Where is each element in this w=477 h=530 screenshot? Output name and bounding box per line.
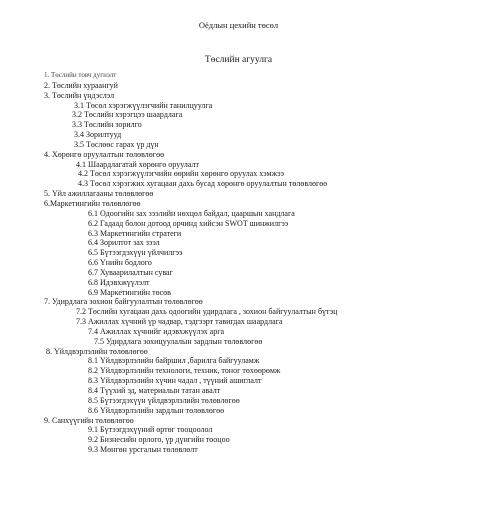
toc-entry: 7.2 Төслийн хугацаан дахь одоогийн удирдлага , зохион байгуулалтын бүтэц: [76, 307, 338, 317]
toc-entry: 8. Үйлдвэрлэлийн төлөвлөгөө: [46, 346, 148, 356]
toc-entry: 6.8 Идэвхжүүлэлт: [88, 277, 150, 287]
table-of-contents: [0, 71, 477, 455]
toc-entry: 8.5 Бүтээгдэхүүн үйлдвэрлэлийн төлөвлөгөө: [88, 395, 240, 405]
toc-entry: 7.4 Ажиллах хүчнийг идэвхжүүлэх арга: [88, 326, 225, 336]
toc-entry: 3. Төслийн үндэслэл: [44, 90, 115, 100]
toc-entry: 4. Хөрөнгө оруулалтын төлөвлөгөө: [44, 149, 165, 159]
toc-entry: 9. Санхүүгийн төлөвлөгөө: [44, 415, 134, 425]
toc-entry: 4.2 Төсөл хэрэгжүүлэгчийн өөрийн хөрөнгө оруулах хэмжээ: [78, 169, 284, 179]
toc-entry: 4.1 Шаардлагатай хөрөнгө оруулалт: [76, 159, 199, 169]
toc-entry: 8.2 Үйлдвэрлэлийн технологи, техник, тоног төхөөрөмж: [88, 366, 281, 376]
toc-entry: 8.1 Үйлдвэрлэлийн байршил ,барилга байгууламж: [88, 356, 260, 366]
toc-entry: 6.9 Маркетингийн төсөв: [88, 287, 171, 297]
toc-heading: Төслийн агуулга: [204, 55, 273, 65]
toc-entry: 3.3 Төслийн зорилго: [72, 120, 142, 130]
toc-entry: 6.1 Одоогийн зах зээлийн нөхцөл байдал, цааршын хандлага: [88, 208, 295, 218]
toc-entry: 2. Төслийн хураангуй: [44, 80, 118, 90]
toc-entry: 8.3 Үйлдвэрлэлийн хүчин чадал , түүний ашиглалт: [88, 376, 262, 386]
toc-entry: 6.2 Гадаад болон дотоод орчинд хийсэн SWOT шинжилгээ: [88, 218, 289, 228]
toc-entry: 7.5 Удирдлага зохицуулалын зардлын төлөвлөгөө: [94, 336, 263, 346]
toc-entry: 3.4 Зорилтууд: [74, 130, 122, 140]
toc-entry: 6.6 Үнийн бодлого: [88, 258, 152, 268]
document-title: Оёдлын цехийн төсөл: [198, 20, 279, 30]
toc-entry: 3.1 Төсөл хэрэгжүүлэгчийн танилцуулга: [74, 100, 213, 110]
toc-entry: 6.4 Зорилтот зах зээл: [88, 238, 160, 248]
toc-entry: 8.6 Үйлдвэрлэлийн зардлын төлөвлөгөө: [88, 405, 225, 415]
toc-entry: 7. Удирдлага зохион байгуулалтын төлөвлөгөө: [44, 297, 203, 307]
toc-entry: 9.3 Мөнгөн урсгалын төлөвлөлт: [88, 445, 198, 455]
toc-entry: 1. Төслийн товч дугнэлт: [44, 71, 117, 79]
toc-entry: 4.3 Төсөл хэрэгжих хугацаан дахь бусад хөрөнгө оруулалтын төлөвлөгөө: [78, 179, 328, 189]
toc-entry: 6.5 Бүтээгдэхүүн үйлчилгээ: [88, 248, 183, 258]
toc-entry: 5. Үйл ажиллагааны төлөвлөгөө: [44, 189, 154, 199]
toc-entry: 6.3 Маркетингийн стратеги: [88, 228, 182, 238]
toc-entry: 6.Маркетингийн төлөвлөгөө: [44, 198, 141, 208]
toc-entry: 3.5 Төслөөс гарах үр дүн: [74, 139, 159, 149]
toc-entry: 8.4 Түүхий эд, материалын татан авалт: [88, 386, 221, 395]
toc-entry: 7.3 Ажиллах хүчний үр чадвар, тэдгээрт тавигдах шаардлага: [76, 317, 283, 327]
toc-entry: 9.1 Бүтээгдэхүүний өртөг тооцоолол: [88, 425, 213, 435]
toc-entry: 9.2 Бизнесийн орлого, үр дүнгийн тооцоо: [88, 435, 230, 445]
toc-entry: 3.2 Төслийн хэрэгцээ шаардлага: [72, 110, 183, 120]
toc-entry: 6.7 Хуваарилалтын суваг: [88, 267, 173, 277]
